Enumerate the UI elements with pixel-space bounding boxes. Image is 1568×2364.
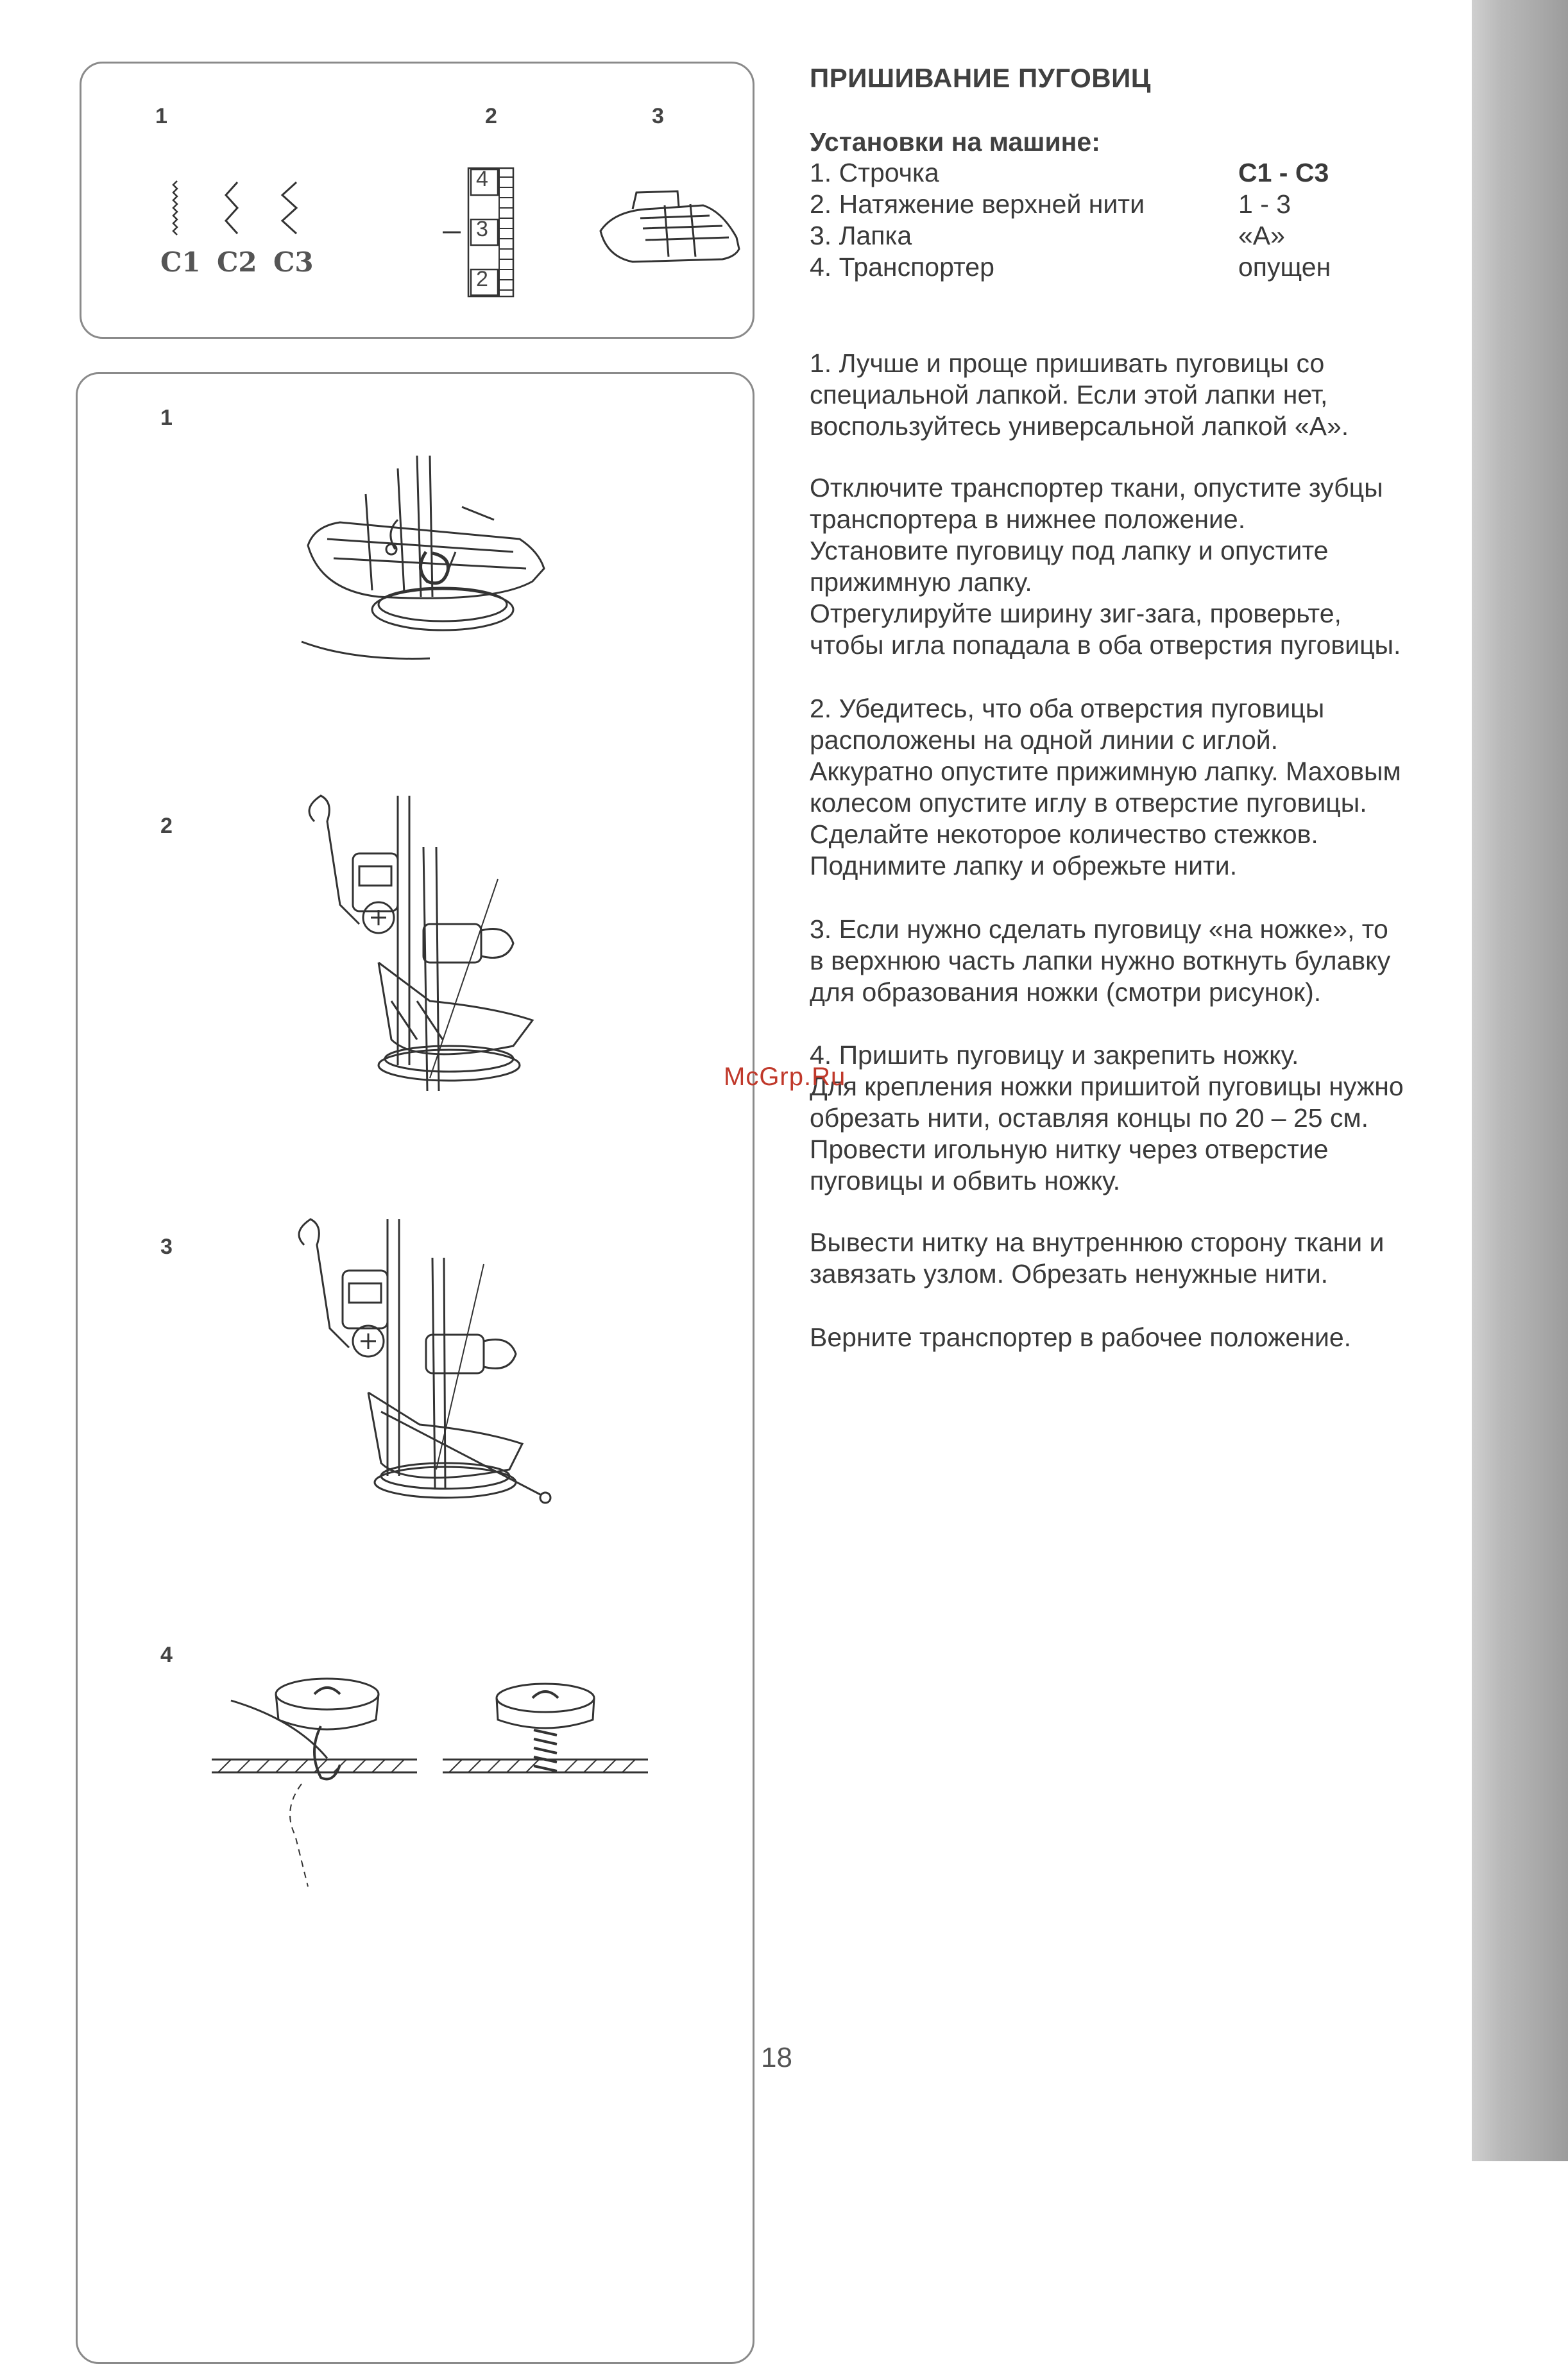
- text-line: расположены на одной линии с иглой.: [810, 725, 1279, 755]
- paragraph-step-2: [810, 693, 1401, 882]
- paragraph-knot: [810, 1227, 1384, 1290]
- text-line: чтобы игла попадала в оба отверстия пуговицы.: [810, 630, 1401, 660]
- text-line: Провести игольную нитку через отверстие: [810, 1135, 1329, 1164]
- setting-name: 2. Натяжение верхней нити: [810, 189, 1145, 219]
- stitch-label-c2: C2: [217, 246, 257, 278]
- paragraph-step-3: [810, 914, 1390, 1008]
- text-line: 1. Лучше и проще пришивать пуговицы со: [810, 348, 1325, 378]
- text-line: завязать узлом. Обрезать ненужные нити.: [810, 1259, 1329, 1289]
- setting-value: C1 - C3: [1238, 158, 1329, 187]
- text-line: Поднимите лапку и обрежьте нити.: [810, 851, 1238, 880]
- text-line: Аккуратно опустите прижимную лапку. Маховым: [810, 757, 1401, 786]
- figure-label-2: 2: [160, 814, 173, 838]
- page-number: 18: [761, 2042, 792, 2073]
- setting-name: 3. Лапка: [810, 221, 912, 250]
- figure-label-4: 4: [160, 1643, 173, 1667]
- panel-label-3: 3: [652, 104, 664, 128]
- figure-label-1: 1: [160, 406, 173, 430]
- settings-table: [810, 158, 1387, 284]
- figure-1-button-under-foot-illustration: [302, 456, 558, 674]
- text-line: пуговицы и обвить ножку.: [810, 1166, 1120, 1195]
- text-line: транспортера в нижнее положение.: [810, 504, 1246, 534]
- panel-label-1: 1: [155, 104, 167, 128]
- text-line: Отключите транспортер ткани, опустите зубцы: [810, 473, 1383, 502]
- paragraph-feed-dogs: [810, 472, 1401, 661]
- presser-foot-a-icon: [594, 193, 748, 276]
- paragraph-feed-restore: [810, 1322, 1351, 1353]
- text-line: Отрегулируйте ширину зиг-зага, проверьте,: [810, 599, 1342, 628]
- text-line: 2. Убедитесь, что оба отверстия пуговицы: [810, 694, 1325, 723]
- paragraph-step-1: [810, 348, 1349, 442]
- text-line: для образования ножки (смотри рисунок).: [810, 977, 1322, 1007]
- stitch-label-c1: C1: [160, 246, 201, 278]
- settings-title: Установки на машине:: [810, 127, 1100, 157]
- page-heading: ПРИШИВАНИЕ ПУГОВИЦ: [810, 63, 1151, 93]
- figure-label-3: 3: [160, 1235, 173, 1259]
- dial-value-3: 3: [476, 217, 488, 241]
- setting-name: 1. Строчка: [810, 158, 939, 187]
- dial-value-2: 2: [476, 267, 488, 291]
- dial-value-4: 4: [476, 167, 488, 191]
- scan-edge-strip: [1472, 0, 1568, 2161]
- settings-row: [810, 189, 1387, 221]
- setting-value: 1 - 3: [1238, 189, 1291, 219]
- text-line: Верните транспортер в рабочее положение.: [810, 1323, 1352, 1352]
- settings-row: [810, 221, 1387, 252]
- setting-value: опущен: [1238, 252, 1331, 282]
- text-line: 3. Если нужно сделать пуговицу «на ножке», то: [810, 914, 1388, 944]
- text-line: специальной лапкой. Если этой лапки нет,: [810, 380, 1328, 409]
- setting-value: «A»: [1238, 221, 1285, 250]
- settings-row: [810, 252, 1387, 284]
- text-line: в верхнюю часть лапки нужно воткнуть булавку: [810, 946, 1391, 975]
- text-line: Вывести нитку на внутреннюю сторону ткани и: [810, 1228, 1385, 1257]
- watermark: McGrp.Ru: [724, 1063, 846, 1091]
- setting-name: 4. Транспортер: [810, 252, 994, 282]
- paragraph-step-4: [810, 1040, 1404, 1197]
- stitch-label-c3: C3: [273, 246, 314, 278]
- text-line: воспользуйтесь универсальной лапкой «A».: [810, 411, 1349, 441]
- text-line: колесом опустите иглу в отверстие пуговицы.: [810, 788, 1367, 818]
- text-line: Для крепления ножки пришитой пуговицы нужно: [810, 1072, 1404, 1101]
- stitch-patterns-icon: [154, 177, 334, 248]
- text-line: Сделайте некоторое количество стежков.: [810, 819, 1318, 849]
- panel-label-2: 2: [485, 104, 497, 128]
- text-line: 4. Пришить пуговицу и закрепить ножку.: [810, 1040, 1299, 1070]
- text-line: обрезать нити, оставляя концы по 20 – 25 см.: [810, 1103, 1369, 1133]
- figure-2-needle-into-button-illustration: [302, 796, 545, 1078]
- settings-row: [810, 158, 1387, 189]
- text-line: прижимную лапку.: [810, 567, 1032, 597]
- text-line: Установите пуговицу под лапку и опустите: [810, 536, 1329, 565]
- figure-3-pin-shank-illustration: [291, 1219, 561, 1508]
- figure-4-shank-wrapping-illustration: [205, 1668, 667, 1899]
